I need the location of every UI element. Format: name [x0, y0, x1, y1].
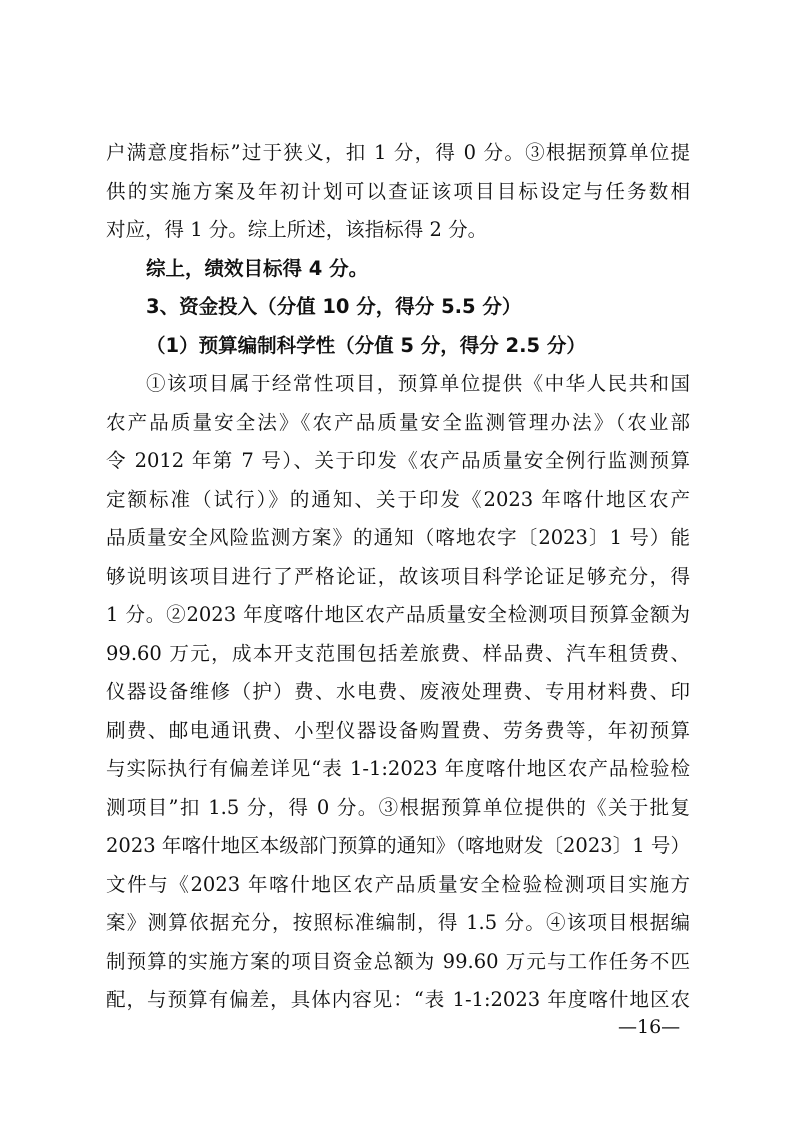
text-line: 刷费、邮电通讯费、小型仪器设备购置费、劳务费等，年初预算: [106, 718, 690, 742]
body-text: [106, 134, 690, 1020]
text-line: 文件与《2023 年喀什地区农产品质量安全检验检测项目实施方: [106, 872, 690, 896]
text-line: 够说明该项目进行了严格论证，故该项目科学论证足够充分，得: [106, 564, 690, 588]
text-line: 对应，得 1 分。综上所述，该指标得 2 分。: [106, 218, 488, 241]
text-line: 农产品质量安全法》《农产品质量安全监测管理办法》（农业部: [106, 410, 690, 434]
subsection-heading: （1）预算编制科学性（分值 5 分，得分 2.5 分）: [146, 333, 586, 357]
summary-heading: 综上，绩效目标得 4 分。: [146, 256, 369, 280]
text-line: 与实际执行有偏差详见“表 1-1:2023 年度喀什地区农产品检验检: [106, 757, 690, 780]
text-line: 户满意度指标”过于狭义，扣 1 分，得 0 分。③根据预算单位提: [106, 141, 690, 164]
text-line: ①该项目属于经常性项目，预算单位提供《中华人民共和国: [146, 372, 690, 395]
text-line: 案》测算依据充分，按照标准编制，得 1.5 分。④该项目根据编: [106, 911, 690, 934]
text-line: 品质量安全风险监测方案》的通知（喀地农字〔2023〕1 号）能: [106, 526, 690, 549]
text-line: 配，与预算有偏差，具体内容见：“表 1-1:2023 年度喀什地区农: [106, 988, 690, 1011]
section-heading: 3、资金投入（分值 10 分，得分 5.5 分）: [146, 295, 522, 318]
text-line: 1 分。②2023 年度喀什地区农产品质量安全检测项目预算金额为: [106, 603, 690, 626]
text-line: 制预算的实施方案的项目资金总额为 99.60 万元与工作任务不匹: [106, 949, 690, 973]
text-line: 仪器设备维修（护）费、水电费、废液处理费、专用材料费、印: [106, 680, 690, 703]
page-number: —16—: [618, 1016, 681, 1038]
text-line: 定额标准（试行）》的通知、关于印发《2023 年喀什地区农产: [106, 487, 690, 511]
text-line: 99.60 万元，成本开支范围包括差旅费、样品费、汽车租赁费、: [106, 641, 690, 665]
text-line: 测项目”扣 1.5 分，得 0 分。③根据预算单位提供的《关于批复: [106, 795, 690, 819]
text-line: 令 2012 年第 7 号）、关于印发《农产品质量安全例行监测预算: [106, 449, 690, 472]
text-line: 2023 年喀什地区本级部门预算的通知》（喀地财发〔2023〕1 号）: [106, 834, 690, 857]
text-line: 供的实施方案及年初计划可以查证该项目目标设定与任务数相: [106, 179, 690, 203]
